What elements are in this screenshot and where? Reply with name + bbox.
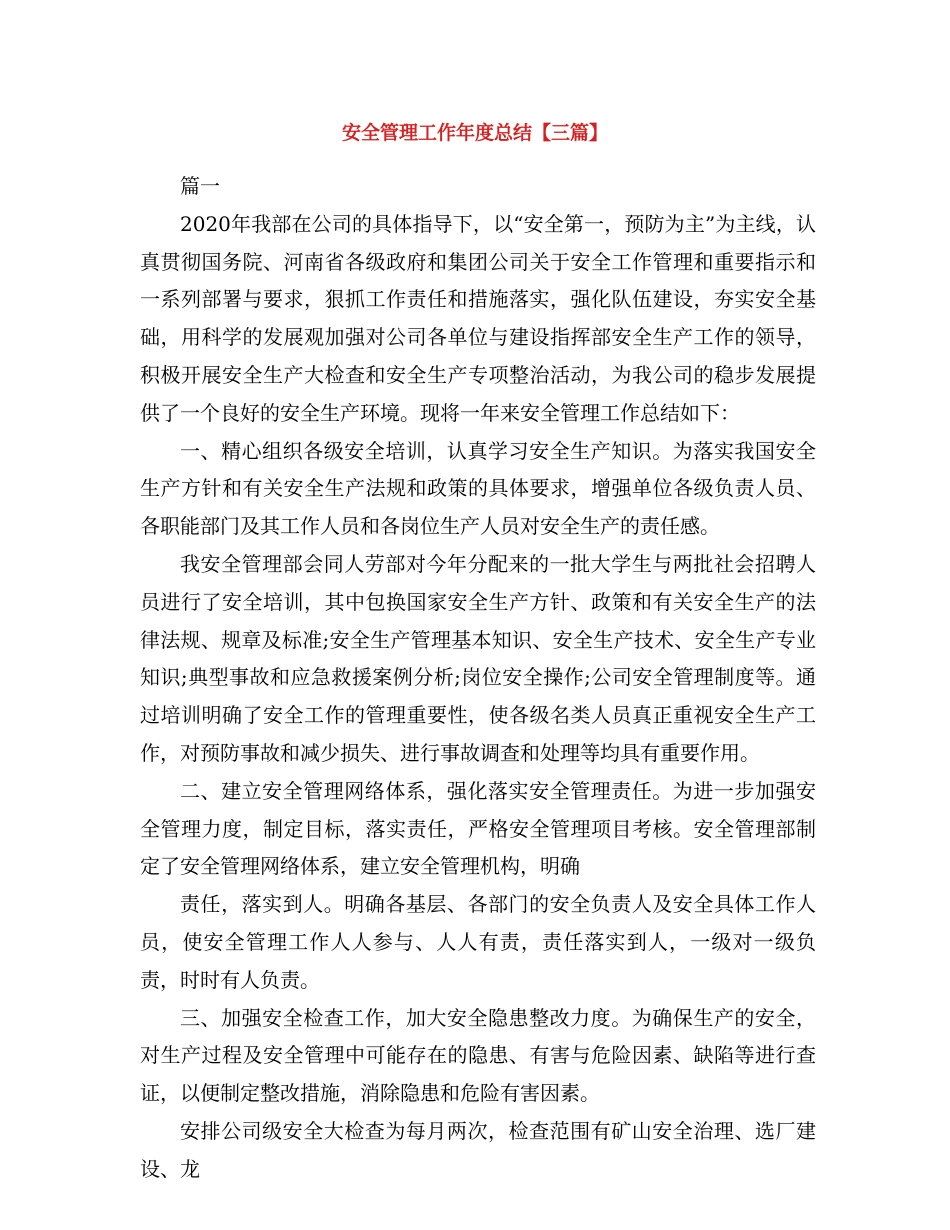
document-title: 安全管理工作年度总结【三篇】 [341,122,608,144]
paragraph: 安排公司级安全大检查为每月两次，检查范围有矿山安全治理、选厂建设、龙 [140,1118,816,1181]
paragraph: 三、加强安全检查工作，加大安全隐患整改力度。为确保生产的安全，对生产过程及安全管理中可能存在的隐患、有害与危险因素、缺陷等进行查证，以便制定整改措施，消除隐患和危险有害因素。 [140,1005,816,1106]
paragraph: 2020年我部在公司的具体指导下，以“安全第一，预防为主”为主线，认真贯彻国务院、河南省各级政府和集团公司关于安全工作管理和重要指示和一系列部署与要求，狠抓工作责任和措施落实，强化队伍建设，夯实安全基础，用科学的发展观加强对公司各单位与建设指挥部安全生产工作的领导，积极开展安全生产大检查和安全生产专项整治活动，为我公司的稳步发展提供了一个良好的安全生产环境。现将一年来安全管理工作总结如下： [140,211,816,425]
paragraph: 二、建立安全管理网络体系，强化落实安全管理责任。为进一步加强安全管理力度，制定目标，落实责任，严格安全管理项目考核。安全管理部制定了安全管理网络体系，建立安全管理机构，明确 [140,778,816,879]
paragraph: 责任，落实到人。明确各基层、各部门的安全负责人及安全具体工作人员，使安全管理工作人人参与、人人有责，责任落实到人，一级对一级负责，时时有人负责。 [140,892,816,992]
paragraph: 我安全管理部会同人劳部对今年分配来的一批大学生与两批社会招聘人员进行了安全培训，其中包换国家安全生产方针、政策和有关安全生产的法律法规、规章及标准;安全生产管理基本知识、安全生产技术、安全生产专业知识;典型事故和应急救援案例分析;岗位安全操作;公司安全管理制度等。通过培训明确了安全工作的管理重要性，使各级名类人员真正重视安全生产工作，对预防事故和减少损失、进行事故调查和处理等均具有重要作用。 [140,551,816,765]
document-body [140,168,816,1189]
paragraph: 一、精心组织各级安全培训，认真学习安全生产知识。为落实我国安全生产方针和有关安全生产法规和政策的具体要求，增强单位各级负责人员、各职能部门及其工作人员和各岗位生产人员对安全生产的责任感。 [140,438,816,539]
section-heading: 篇一 [180,174,220,198]
